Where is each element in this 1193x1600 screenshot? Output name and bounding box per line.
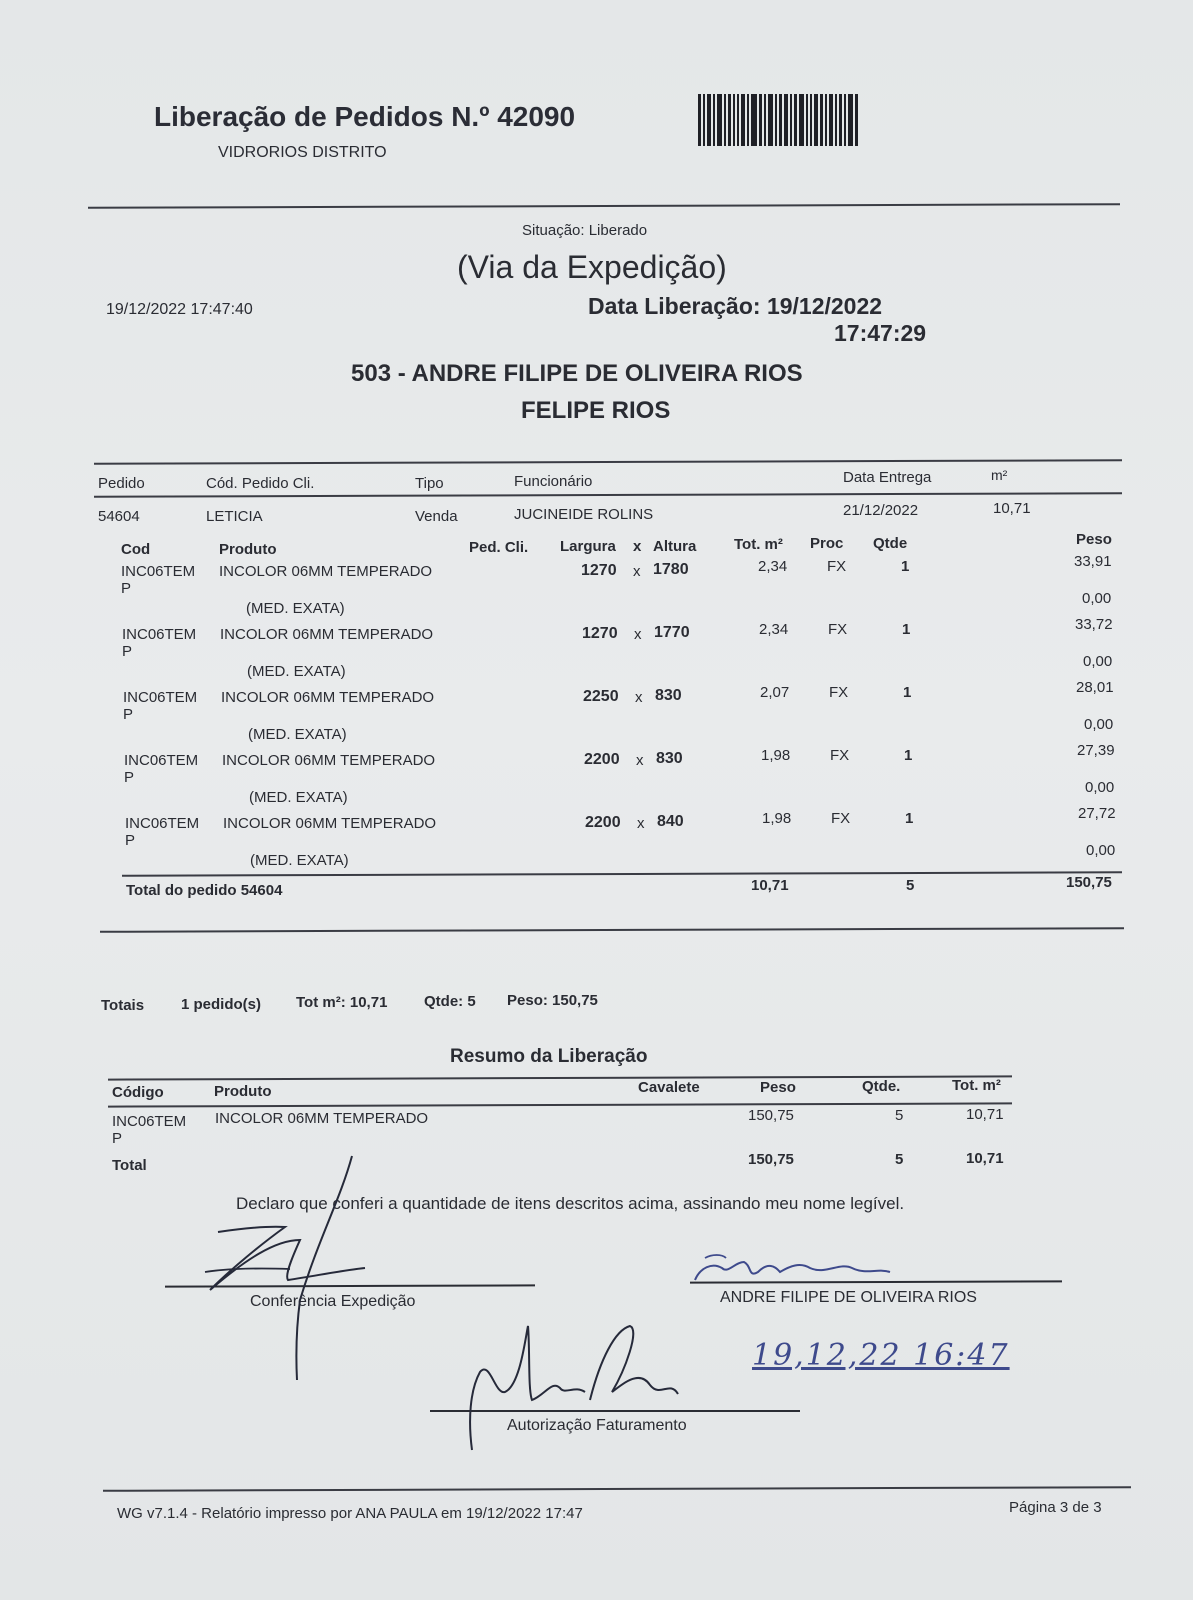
item-tot-m2: 2,34 (758, 558, 788, 575)
col-data-entrega: Data Entrega (843, 469, 932, 486)
item-cod: INC06TEM (121, 563, 196, 580)
item-subtitle: (MED. EXATA) (247, 663, 346, 680)
item-largura: 2200 (585, 814, 621, 831)
autorizacao-label: Autorização Faturamento (507, 1417, 687, 1434)
item-cod: INC06TEM (124, 752, 199, 769)
item-largura: 2250 (583, 688, 619, 705)
item-cod: INC06TEM (123, 689, 198, 706)
summary-col-produto: Produto (214, 1083, 272, 1100)
items-col-qtde: Qtde (873, 535, 908, 552)
summary-row-cod-cont: P (112, 1130, 123, 1147)
item-x: x (637, 815, 645, 832)
document-title: Liberação de Pedidos N.º 42090 (154, 101, 576, 132)
item-tot-m2: 2,07 (760, 684, 790, 701)
item-peso-secondary: 0,00 (1083, 653, 1113, 670)
client-name: 503 - ANDRE FILIPE DE OLIVEIRA RIOS (351, 360, 803, 387)
order-employee: JUCINEIDE ROLINS (514, 506, 654, 523)
item-cod: INC06TEM (125, 815, 200, 832)
summary-row-peso: 150,75 (748, 1107, 794, 1124)
company-name: VIDRORIOS DISTRITO (218, 144, 387, 161)
summary-row-cod: INC06TEM (112, 1113, 187, 1130)
print-timestamp: 19/12/2022 17:47:40 (106, 301, 253, 318)
autorizacao-signature-stroke (590, 1326, 678, 1400)
items-col-peso: Peso (1076, 531, 1112, 548)
summary-total-label: Total (112, 1157, 147, 1174)
item-x: x (633, 563, 641, 580)
item-largura: 2200 (584, 751, 620, 768)
item-produto: INCOLOR 06MM TEMPERADO (222, 752, 436, 769)
item-x: x (636, 752, 644, 769)
items-col-produto: Produto (219, 541, 277, 558)
conferencia-label: Conferência Expedição (250, 1293, 416, 1310)
conferencia-signature-stroke (210, 1227, 365, 1290)
item-cod-cont: P (125, 832, 136, 849)
summary-row-qtde: 5 (895, 1107, 904, 1124)
item-tot-m2: 2,34 (759, 621, 789, 638)
release-time: 17:47:29 (834, 320, 927, 346)
item-x: x (634, 626, 642, 643)
item-tot-m2: 1,98 (761, 747, 791, 764)
handwritten-date: 19,12,22 16:47 (752, 1338, 1010, 1373)
declaration-text: Declaro que conferi a quantidade de itens descritos acima, assinando meu nome legível. (236, 1194, 905, 1213)
item-qtde: 1 (903, 684, 912, 701)
summary-col-peso: Peso (760, 1079, 796, 1096)
release-date: Data Liberação: 19/12/2022 (588, 293, 883, 319)
item-altura: 830 (656, 750, 683, 767)
conferencia-signature-stroke (205, 1268, 290, 1272)
totals-pedidos: 1 pedido(s) (181, 996, 262, 1013)
item-altura: 1780 (653, 561, 689, 578)
item-produto: INCOLOR 06MM TEMPERADO (221, 689, 435, 706)
item-altura: 1770 (654, 624, 690, 641)
totals-qtde: Qtde: 5 (424, 993, 476, 1010)
summary-title: Resumo da Liberação (450, 1046, 648, 1067)
item-qtde: 1 (905, 810, 914, 827)
items-col-tot-m2: Tot. m² (734, 536, 783, 553)
client-signature-stroke (695, 1262, 890, 1280)
totals-label: Totais (101, 997, 145, 1014)
item-produto: INCOLOR 06MM TEMPERADO (223, 815, 437, 832)
item-proc: FX (830, 747, 850, 764)
item-cod: INC06TEM (122, 626, 197, 643)
item-peso-secondary: 0,00 (1086, 842, 1116, 859)
item-peso-secondary: 0,00 (1084, 716, 1114, 733)
item-proc: FX (831, 810, 851, 827)
item-proc: FX (827, 558, 847, 575)
conferencia-signature-stroke (296, 1156, 352, 1380)
client-nickname: FELIPE RIOS (521, 397, 671, 424)
footer-page-number: Página 3 de 3 (1009, 1499, 1102, 1516)
col-cod-pedido-cli: Cód. Pedido Cli. (206, 475, 315, 492)
col-funcionario: Funcionário (514, 473, 593, 490)
order-type: Venda (415, 508, 458, 525)
order-total-m2: 10,71 (751, 877, 789, 894)
item-cod-cont: P (122, 643, 133, 660)
item-produto: INCOLOR 06MM TEMPERADO (219, 563, 433, 580)
item-cod-cont: P (123, 706, 134, 723)
summary-total-tot-m2: 10,71 (966, 1150, 1004, 1167)
item-peso: 27,72 (1078, 805, 1116, 822)
summary-col-codigo: Código (112, 1084, 164, 1101)
col-m2: m² (991, 467, 1008, 483)
summary-row-produto: INCOLOR 06MM TEMPERADO (215, 1110, 429, 1127)
footer-printed-by: WG v7.1.4 - Relatório impresso por ANA PAULA em 19/12/2022 17:47 (117, 1505, 583, 1522)
summary-col-tot-m2: Tot. m² (952, 1077, 1001, 1094)
summary-row-tot-m2: 10,71 (966, 1106, 1004, 1123)
item-altura: 830 (655, 687, 682, 704)
item-cod-cont: P (121, 580, 132, 597)
item-qtde: 1 (902, 621, 911, 638)
item-largura: 1270 (582, 625, 618, 642)
item-qtde: 1 (904, 747, 913, 764)
autorizacao-signature-stroke (470, 1326, 585, 1450)
order-total-label: Total do pedido 54604 (126, 882, 283, 899)
order-number: 54604 (98, 508, 140, 525)
items-col-x: x (633, 538, 642, 555)
summary-total-qtde: 5 (895, 1151, 904, 1168)
item-subtitle: (MED. EXATA) (250, 852, 349, 869)
item-tot-m2: 1,98 (762, 810, 792, 827)
item-peso-secondary: 0,00 (1085, 779, 1115, 796)
item-altura: 840 (657, 813, 684, 830)
client-signature-name: ANDRE FILIPE DE OLIVEIRA RIOS (720, 1289, 977, 1306)
client-signature-stroke (705, 1255, 726, 1258)
item-peso: 27,39 (1077, 742, 1115, 759)
items-col-ped-cli: Ped. Cli. (469, 539, 529, 556)
item-largura: 1270 (581, 562, 617, 579)
items-col-cod: Cod (121, 541, 151, 558)
item-cod-cont: P (124, 769, 135, 786)
item-peso: 33,72 (1075, 616, 1113, 633)
summary-col-qtde: Qtde. (862, 1078, 901, 1095)
item-proc: FX (829, 684, 849, 701)
col-pedido: Pedido (98, 475, 145, 492)
totals-m2: Tot m²: 10,71 (296, 994, 388, 1011)
item-peso: 28,01 (1076, 679, 1114, 696)
items-col-proc: Proc (810, 535, 844, 552)
items-col-largura: Largura (560, 538, 616, 555)
item-qtde: 1 (901, 558, 910, 575)
situation-label: Situação: Liberado (522, 222, 648, 239)
order-total-qtde: 5 (906, 877, 915, 894)
order-client-code: LETICIA (206, 508, 263, 525)
items-col-altura: Altura (653, 538, 697, 555)
item-subtitle: (MED. EXATA) (246, 600, 345, 617)
item-subtitle: (MED. EXATA) (249, 789, 348, 806)
item-produto: INCOLOR 06MM TEMPERADO (220, 626, 434, 643)
copy-type: (Via da Expedição) (457, 249, 727, 285)
totals-peso: Peso: 150,75 (507, 992, 598, 1009)
order-delivery-date: 21/12/2022 (843, 502, 919, 519)
item-proc: FX (828, 621, 848, 638)
summary-col-cavalete: Cavalete (638, 1079, 700, 1096)
item-subtitle: (MED. EXATA) (248, 726, 347, 743)
order-m2: 10,71 (993, 500, 1031, 517)
col-tipo: Tipo (415, 475, 444, 492)
item-peso: 33,91 (1074, 553, 1112, 570)
order-total-peso: 150,75 (1066, 874, 1112, 891)
summary-total-peso: 150,75 (748, 1151, 794, 1168)
item-peso-secondary: 0,00 (1082, 590, 1112, 607)
item-x: x (635, 689, 643, 706)
